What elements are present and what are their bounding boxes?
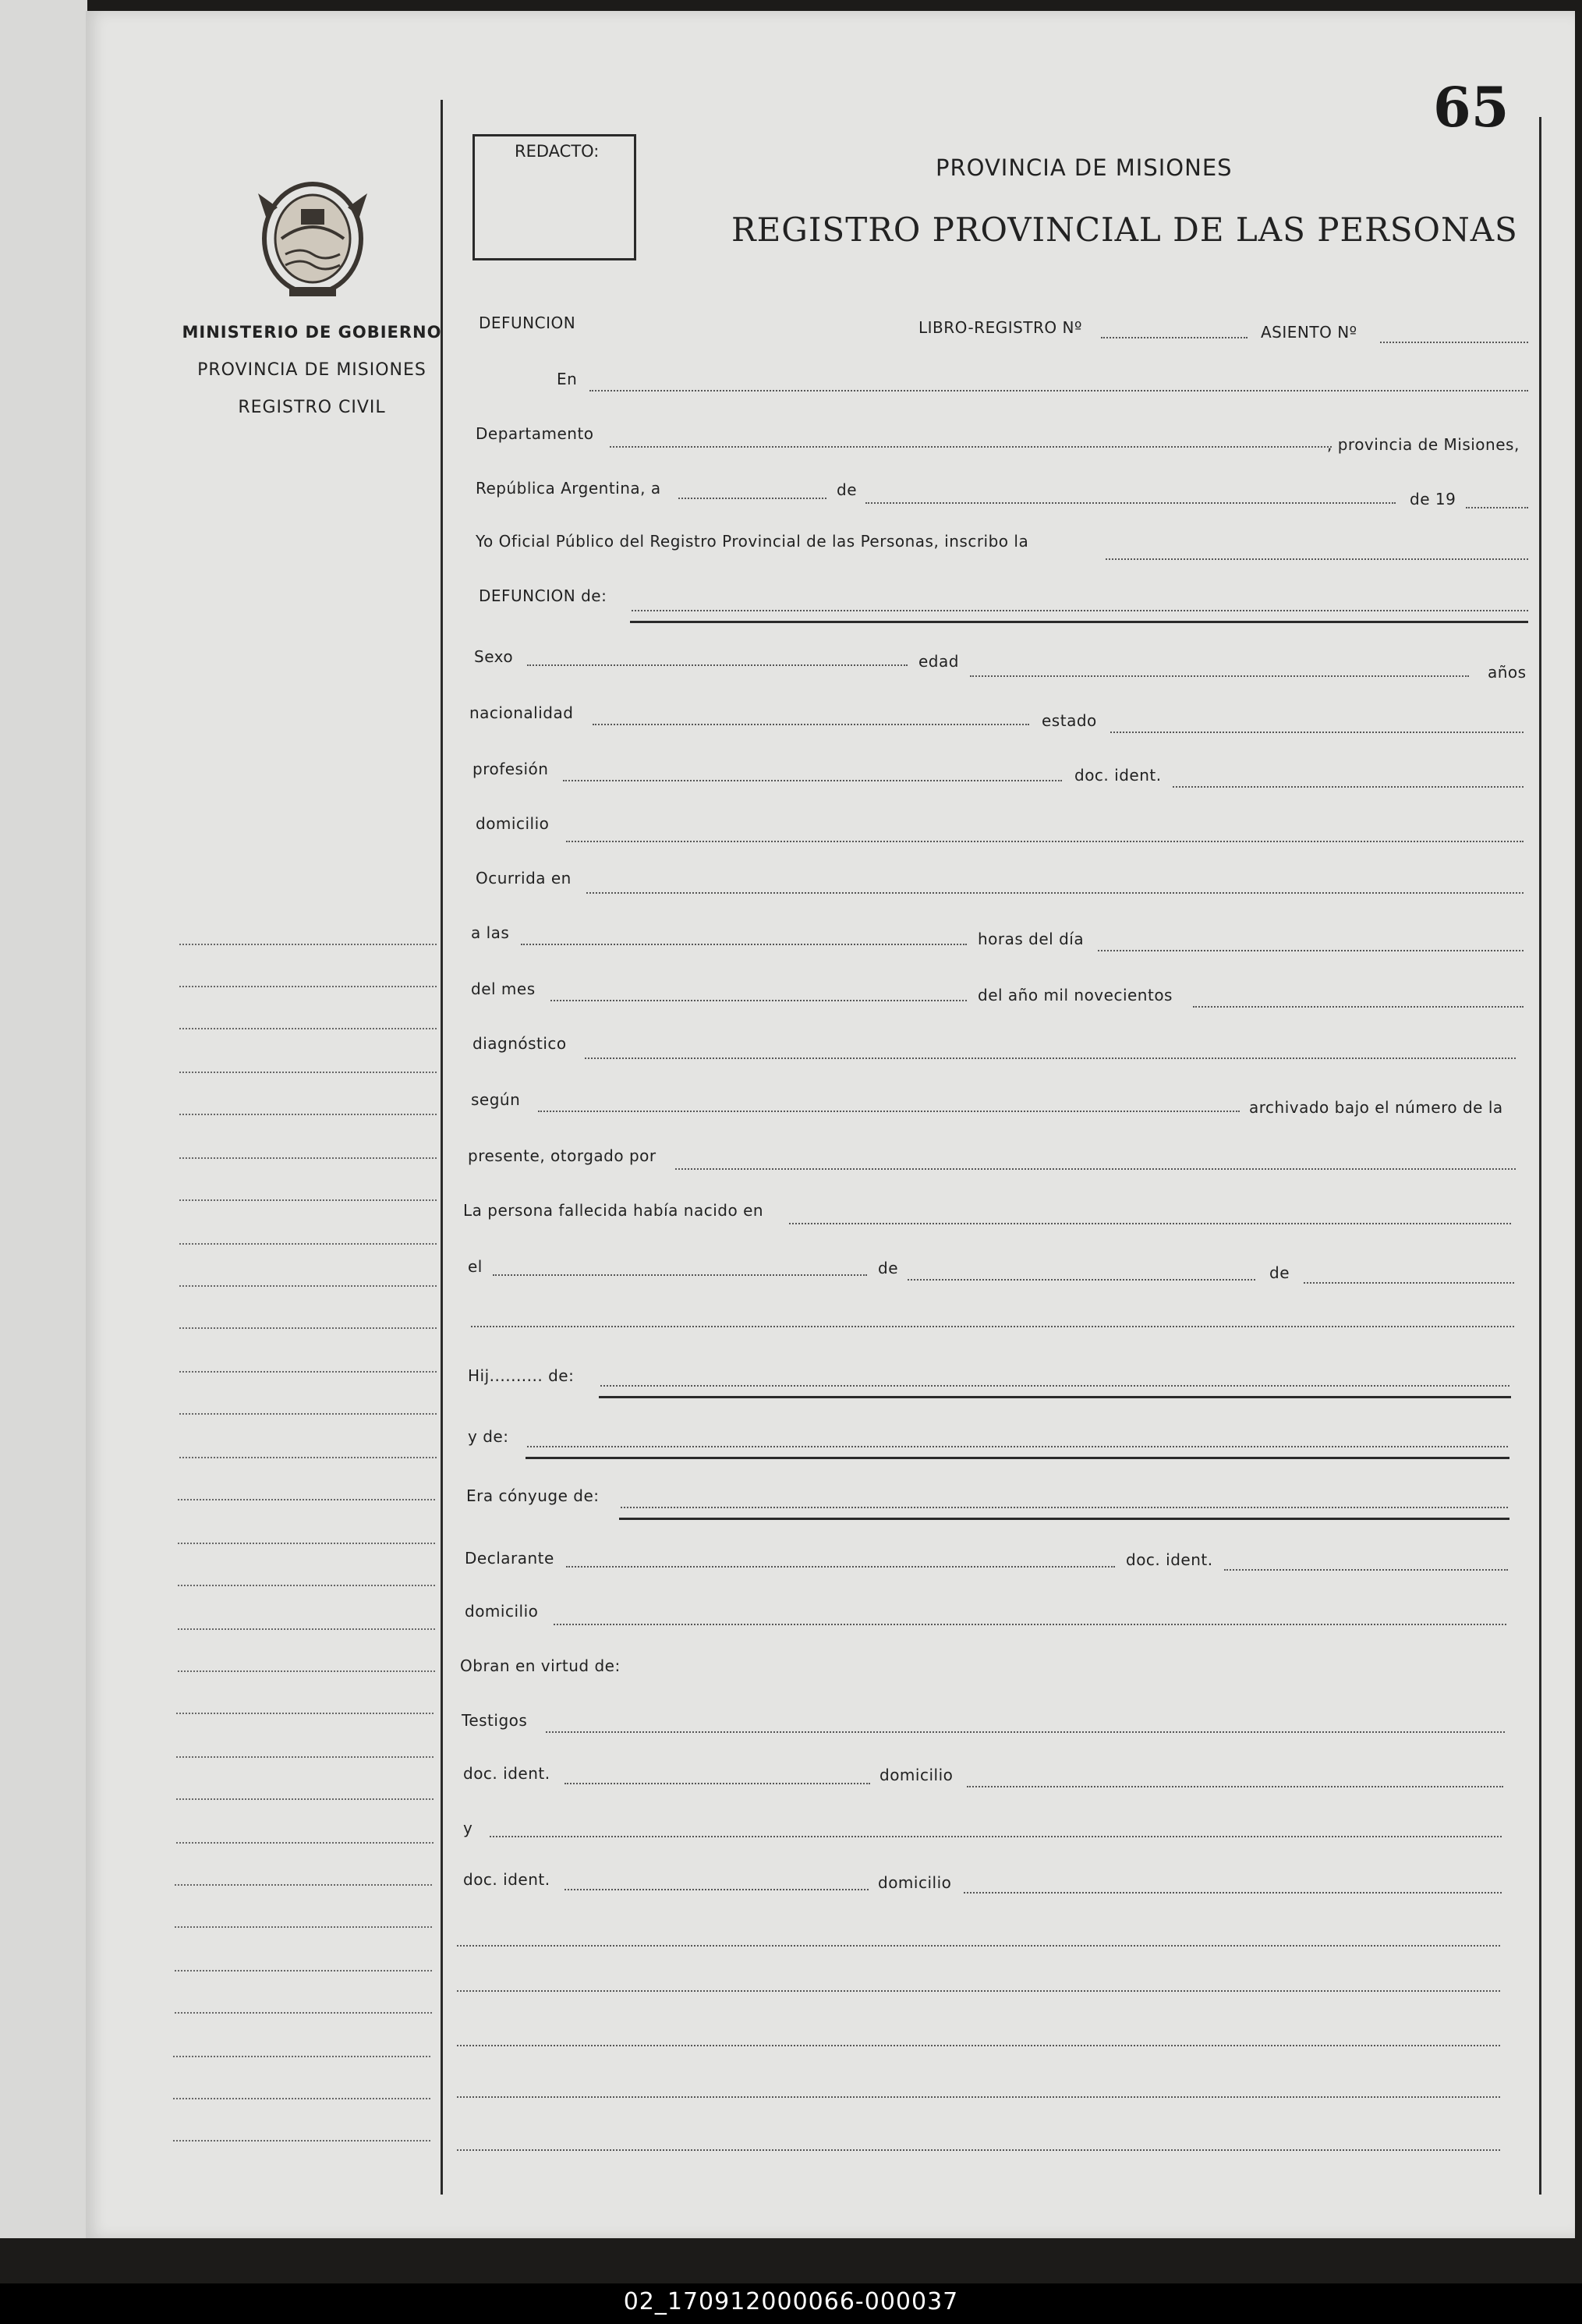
profesion-field[interactable] — [563, 780, 1062, 781]
archivado-label: archivado bajo el número de la — [1249, 1098, 1503, 1117]
dia-field[interactable] — [678, 498, 826, 499]
ocurrida-en-label: Ocurrida en — [476, 869, 572, 887]
notes-line-2[interactable] — [457, 1990, 1500, 1992]
margin-line[interactable] — [176, 1756, 434, 1758]
margin-line[interactable] — [178, 1585, 435, 1586]
del-mes-field[interactable] — [550, 1000, 967, 1001]
departamento-label: Departamento — [476, 424, 594, 443]
margin-line[interactable] — [173, 2056, 430, 2057]
declarante-doc-ident-label: doc. ident. — [1126, 1550, 1213, 1569]
edad-field[interactable] — [970, 675, 1469, 677]
conyuge-rule — [619, 1518, 1509, 1520]
del-mes-label: del mes — [471, 980, 536, 998]
blank-line-1[interactable] — [471, 1326, 1514, 1327]
margin-line[interactable] — [179, 1457, 437, 1458]
conyuge-field[interactable] — [621, 1507, 1508, 1508]
image-caption: 02_170912000066-000037 — [623, 2288, 959, 2315]
book-left-page — [0, 0, 87, 2238]
testigo1-doc-ident-label: doc. ident. — [463, 1764, 550, 1783]
margin-line[interactable] — [175, 2012, 432, 2014]
margin-line[interactable] — [179, 1072, 437, 1073]
notes-line-3[interactable] — [457, 2045, 1500, 2046]
de-label-2: de — [878, 1259, 898, 1277]
testigo2-domicilio-label: domicilio — [878, 1873, 952, 1892]
margin-line[interactable] — [179, 1413, 437, 1415]
margin-line[interactable] — [178, 1499, 435, 1500]
testigo2-doc-ident-field[interactable] — [564, 1889, 869, 1890]
anos-label: años — [1488, 663, 1527, 682]
defuncion-de-label: DEFUNCION de: — [479, 586, 607, 605]
diagnostico-field[interactable] — [585, 1057, 1516, 1059]
a-las-label: a las — [471, 923, 510, 942]
declarante-domicilio-field[interactable] — [554, 1624, 1506, 1625]
segun-field[interactable] — [538, 1111, 1240, 1112]
de-field-2[interactable] — [908, 1279, 1255, 1281]
defuncion-de-field[interactable] — [632, 610, 1528, 611]
horas-del-dia-field[interactable] — [1098, 950, 1524, 951]
margin-line[interactable] — [175, 1970, 432, 1972]
el-label: el — [468, 1257, 483, 1276]
margin-line[interactable] — [178, 1628, 435, 1630]
de-label: de — [837, 480, 857, 499]
declarante-field[interactable] — [566, 1566, 1115, 1568]
y-de-label: y de: — [468, 1427, 509, 1446]
testigo2-doc-ident-label: doc. ident. — [463, 1870, 550, 1889]
obran-label: Obran en virtud de: — [460, 1656, 621, 1675]
nacido-en-field[interactable] — [789, 1223, 1511, 1224]
margin-line[interactable] — [173, 2140, 430, 2142]
margin-line[interactable] — [176, 1798, 434, 1800]
asiento-label: ASIENTO Nº — [1261, 323, 1357, 342]
ministry-label: MINISTERIO DE GOBIERNO — [182, 323, 442, 342]
testigo1-doc-ident-field[interactable] — [564, 1783, 870, 1784]
doc-ident-field[interactable] — [1173, 786, 1524, 788]
libro-registro-field[interactable] — [1101, 337, 1248, 338]
register-page — [86, 11, 1575, 2238]
de-19-label: de 19 — [1410, 490, 1456, 508]
inscribo-field[interactable] — [1106, 558, 1528, 560]
notes-line-1[interactable] — [457, 1945, 1500, 1947]
ano-field[interactable] — [1466, 507, 1528, 508]
declarante-domicilio-label: domicilio — [465, 1602, 539, 1621]
registry-title: REGISTRO PROVINCIAL DE LAS PERSONAS — [731, 211, 1518, 249]
defuncion-rule — [630, 621, 1528, 623]
left-province-label: PROVINCIA DE MISIONES — [197, 360, 426, 380]
hij-rule — [599, 1396, 1511, 1398]
yo-oficial-label: Yo Oficial Público del Registro Provincial de las Personas, inscribo la — [476, 532, 1029, 551]
domicilio-field[interactable] — [566, 841, 1524, 842]
nacionalidad-label: nacionalidad — [469, 703, 574, 722]
nacido-en-label: La persona fallecida había nacido en — [463, 1201, 764, 1220]
margin-line[interactable] — [179, 1243, 437, 1245]
edad-label: edad — [918, 652, 959, 671]
departamento-field[interactable] — [610, 446, 1332, 448]
presente-label: presente, otorgado por — [468, 1146, 657, 1165]
right-vertical-rule — [1539, 117, 1541, 2195]
republica-label: República Argentina, a — [476, 479, 661, 498]
diagnostico-label: diagnóstico — [472, 1034, 567, 1053]
margin-line[interactable] — [173, 2098, 430, 2099]
de-label-3: de — [1269, 1263, 1290, 1282]
segun-label: según — [471, 1090, 521, 1109]
declarante-doc-ident-field[interactable] — [1224, 1569, 1508, 1571]
margin-line[interactable] — [175, 1926, 432, 1928]
asiento-field[interactable] — [1380, 342, 1528, 343]
margin-line[interactable] — [179, 1114, 437, 1115]
province-title: PROVINCIA DE MISIONES — [936, 154, 1233, 181]
provincial-seal-icon — [254, 178, 371, 303]
margin-line[interactable] — [176, 1713, 434, 1714]
margin-line[interactable] — [175, 1884, 432, 1886]
y-de-rule — [526, 1457, 1509, 1459]
domicilio-label: domicilio — [476, 814, 550, 833]
y-de-field[interactable] — [527, 1446, 1508, 1447]
a-las-field[interactable] — [521, 944, 967, 945]
estado-label: estado — [1042, 711, 1097, 730]
sexo-field[interactable] — [527, 664, 908, 666]
hij-field[interactable] — [600, 1385, 1509, 1387]
margin-line[interactable] — [179, 986, 437, 987]
margin-line[interactable] — [179, 1327, 437, 1329]
margin-line[interactable] — [178, 1670, 435, 1672]
en-label: En — [557, 370, 578, 388]
civil-registry-label: REGISTRO CIVIL — [238, 398, 386, 417]
margin-line[interactable] — [178, 1543, 435, 1544]
testigos-field[interactable] — [546, 1731, 1505, 1733]
y-label: y — [463, 1819, 473, 1837]
testigos-label: Testigos — [462, 1711, 528, 1730]
nacionalidad-field[interactable] — [593, 724, 1029, 725]
page-number: 65 — [1433, 75, 1509, 140]
doc-ident-label: doc. ident. — [1074, 766, 1162, 785]
ocurrida-en-field[interactable] — [586, 892, 1524, 894]
de-field-3[interactable] — [1304, 1282, 1514, 1284]
margin-line[interactable] — [179, 944, 437, 945]
margin-line[interactable] — [179, 1199, 437, 1201]
sexo-label: Sexo — [474, 647, 514, 666]
margin-line[interactable] — [176, 1842, 434, 1844]
otorgado-por-field[interactable] — [675, 1168, 1516, 1170]
margin-line[interactable] — [179, 1371, 437, 1373]
del-ano-field[interactable] — [1193, 1006, 1524, 1008]
testigo1-domicilio-field[interactable] — [967, 1786, 1503, 1787]
redacto-label: REDACTO: — [515, 142, 600, 161]
margin-line[interactable] — [179, 1028, 437, 1029]
hij-label: Hij.......... de: — [468, 1366, 575, 1385]
notes-line-4[interactable] — [457, 2096, 1500, 2098]
el-field[interactable] — [493, 1274, 867, 1276]
margin-line[interactable] — [179, 1285, 437, 1287]
margin-line[interactable] — [179, 1157, 437, 1159]
notes-line-5[interactable] — [457, 2149, 1500, 2151]
defuncion-label: DEFUNCION — [479, 314, 576, 332]
del-ano-label: del año mil novecientos — [978, 986, 1173, 1004]
testigo2-domicilio-field[interactable] — [964, 1892, 1502, 1894]
en-field[interactable] — [589, 390, 1528, 391]
testigo2-field[interactable] — [490, 1836, 1502, 1837]
testigo1-domicilio-label: domicilio — [879, 1766, 954, 1784]
declarante-label: Declarante — [465, 1549, 554, 1568]
horas-del-dia-label: horas del día — [978, 930, 1085, 948]
conyuge-label: Era cónyuge de: — [466, 1486, 600, 1505]
provincia-misiones-label: , provincia de Misiones, — [1327, 435, 1520, 454]
libro-registro-label: LIBRO-REGISTRO Nº — [918, 318, 1082, 337]
mes-field[interactable] — [865, 502, 1396, 504]
profesion-label: profesión — [472, 760, 549, 778]
estado-field[interactable] — [1110, 732, 1524, 733]
